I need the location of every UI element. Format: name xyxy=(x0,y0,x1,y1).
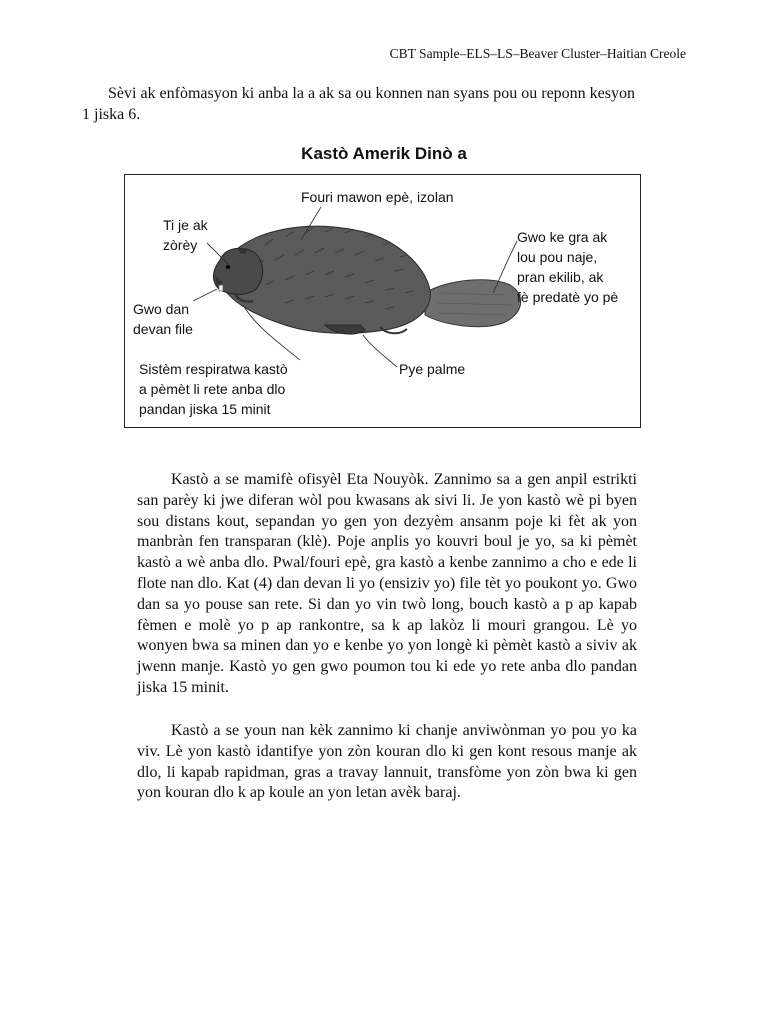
document-header: CBT Sample–ELS–LS–Beaver Cluster–Haitian Creole xyxy=(389,46,686,61)
instructions-text: Sèvi ak enfòmasyon ki anba la a ak sa ou konnen nan syans pou ou reponn kesyon 1 jiska 6. xyxy=(82,85,635,123)
label-teeth xyxy=(133,299,193,339)
label-tail-line: fè predatè yo pè xyxy=(517,289,619,305)
label-breathing-line: Sistèm respiratwa kastò xyxy=(139,361,288,377)
label-fur: Fouri mawon epè, izolan xyxy=(301,189,454,205)
label-breathing-line: a pèmèt li rete anba dlo xyxy=(139,381,286,397)
leader-teeth xyxy=(193,289,217,301)
leader-feet xyxy=(363,335,397,367)
label-tail-line: Gwo ke gra ak xyxy=(517,229,608,245)
beaver-teeth xyxy=(219,285,223,291)
label-ears-line: zòrèy xyxy=(163,237,198,253)
label-teeth-line: devan file xyxy=(133,321,193,337)
label-ears-line: Ti je ak xyxy=(163,217,208,233)
label-breathing-line: pandan jiska 15 minit xyxy=(139,401,271,417)
label-teeth-line: Gwo dan xyxy=(133,301,190,317)
body-paragraph-1: Kastò a se mamifè ofisyèl Eta Nouyòk. Zannimo sa a gen anpil estrikti san parèy ki jwe diferan wòl pou kwasans ak sivi li. Je yon kastò wè pi byen sou distans kout, sepandan yo gen yon dezyèm ansanm poje ki fèt ak yon manbràn fen transparan (klè). Poje anplis yo kouvri boul je yo, sa ki pèmèt kastò a wè anba dlo. Pwal/fouri epè, gra kastò a kenbe zannimo a cho e ede li flote nan dlo. Kat (4) dan devan li yo (ensiziv yo) file tèt yo poukont yo. Gwo dan sa yo pouse san rete. Si dan yo vin twò long, bouch kastò a p ap kapab fèmen e molè yo p ap rankontre, sa k ap lakòz li mouri grangou. Lè yo wonyen bwa sa minen dan yo e kenbe yo yon longè ki pèmèt kastò a siviv ak jwenn manje. Kastò yo gen gwo poumon tou ki ede yo rete anba dlo pandan jiska 15 minit. xyxy=(137,471,637,696)
body-paragraph-2: Kastò a se youn nan kèk zannimo ki chanje anviwònman yo pou yo ka viv. Lè yon kastò idantifye yon zòn kouran dlo ki gen kont resous manje ak dlo, li kapab rapidman, gras a travay lannuit, transfòme yon zòn bwa ki gen yon kouran dlo k ap koule an yon letan avèk baraj. xyxy=(137,722,637,802)
beaver-eye xyxy=(226,265,230,269)
label-tail-line: pran ekilib, ak xyxy=(517,269,604,285)
label-tail-line: lou pou naje, xyxy=(517,249,598,265)
beaver-figure xyxy=(124,174,641,428)
figure-title: Kastò Amerik Dinò a xyxy=(301,144,467,163)
label-breathing xyxy=(139,359,288,419)
label-feet: Pye palme xyxy=(399,361,466,377)
label-tail xyxy=(517,227,618,307)
label-ears xyxy=(163,215,208,255)
